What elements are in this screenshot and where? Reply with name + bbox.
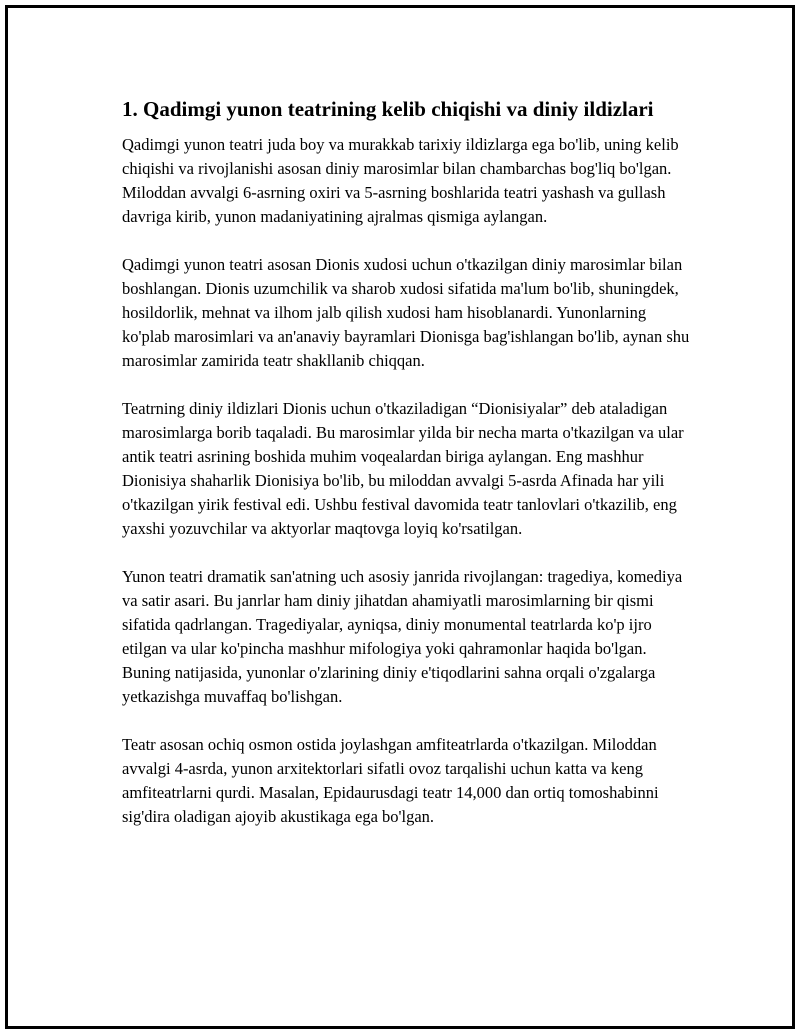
paragraph-3: Teatrning diniy ildizlari Dionis uchun o'tkaziladigan “Dionisiyalar” deb ataladigan marosimlarga borib taqaladi. Bu marosimlar yilda bir necha marta o'tkazilgan va ular antik teatri asrining boshida muhim voqealardan biriga aylangan. Eng mashhur Dionisiya shaharlik Dionisiya bo'lib, bu miloddan avvalgi 5-asrda Afinada har yili o'tkazilgan yirik festival edi. Ushbu festival davomida teatr tanlovlari o'tkazilib, eng yaxshi yozuvchilar va aktyorlar maqtovga loyiq ko'rsatilgan. [122,399,684,538]
paragraph-4: Yunon teatri dramatik san'atning uch asosiy janrida rivojlangan: tragediya, komediya va satir asari. Bu janrlar ham diniy jihatdan ahamiyatli marosimlarning bir qismi sifatida qadrlangan. Tragediyalar, ayniqsa, diniy monumental teatrlarda ko'p ijro etilgan va ular ko'pincha mashhur mifologiya yoki qahramonlar haqida bo'lgan. Buning natijasida, yunonlar o'zlarining diniy e'tiqodlarini sahna orqali o'zgalarga yetkazishga muvaffaq bo'lishgan. [122,567,683,706]
section-heading: 1. Qadimgi yunon teatrining kelib chiqishi va diniy ildizlari [122,97,654,121]
paragraph-1: Qadimgi yunon teatri juda boy va murakkab tarixiy ildizlarga ega bo'lib, uning kelib chiqishi va rivojlanishi asosan diniy marosimlar bilan chambarchas bog'liq bo'lgan. Miloddan avvalgi 6-asrning oxiri va 5-asrning boshlarida teatri yashash va gullash davriga kirib, yunon madaniyatining ajralmas qismiga aylangan. [122,135,679,226]
paragraph-2: Qadimgi yunon teatri asosan Dionis xudosi uchun o'tkazilgan diniy marosimlar bilan boshlangan. Dionis uzumchilik va sharob xudosi sifatida ma'lum bo'lib, shuningdek, hosildorlik, mehnat va ilhom jalb qilish xudosi ham hisoblanardi. Yunonlarning ko'plab marosimlari va an'anaviy bayramlari Dionisga bag'ishlangan bo'lib, aynan shu marosimlar zamirida teatr shakllanib chiqqan. [122,255,690,370]
document-body [122,96,696,853]
paragraph-5: Teatr asosan ochiq osmon ostida joylashgan amfiteatrlarda o'tkazilgan. Miloddan avvalgi 4-asrda, yunon arxitektorlari sifatli ovoz tarqalishi uchun katta va keng amfiteatrlarni qurdi. Masalan, Epidaurusdagi teatr 14,000 dan ortiq tomoshabinni sig'dira oladigan ajoyib akustikaga ega bo'lgan. [122,735,659,826]
page-frame [5,5,795,1029]
